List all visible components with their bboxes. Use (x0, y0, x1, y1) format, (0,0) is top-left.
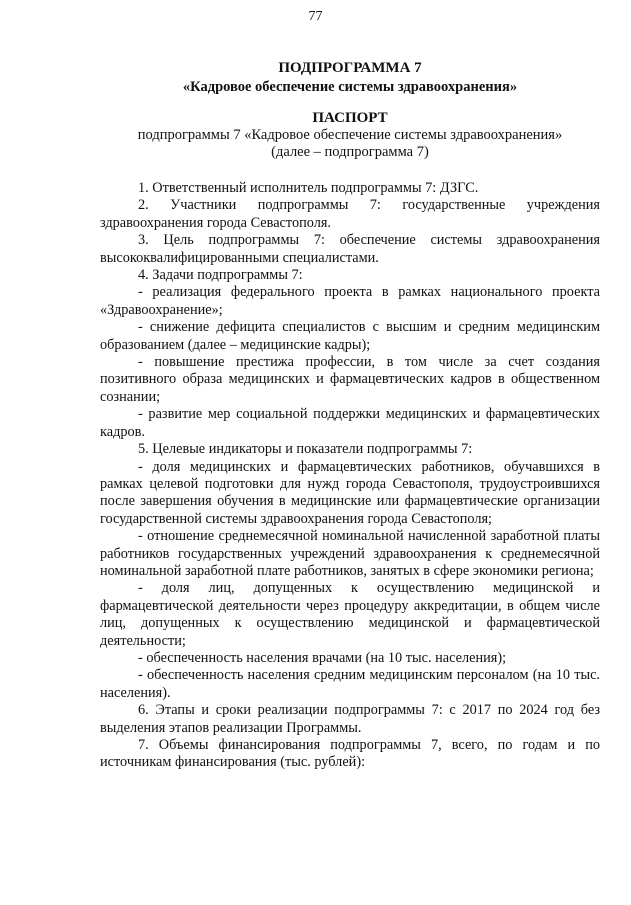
indicator-bullet-3: - доля лиц, допущенных к осуществлению медицинской и фармацевтической деятельности через процедуру аккредитации, в общем числе лиц, допущенных к осуществлению медицинской и фармацевтической деятельности; (100, 580, 600, 649)
subprogram-heading (100, 60, 600, 96)
indicator-bullet-5: - обеспеченность населения средним медицинским персоналом (на 10 тыс. населения). (100, 667, 600, 701)
passport-heading (100, 110, 600, 161)
item-3-goal: 3. Цель подпрограммы 7: обеспечение системы здравоохранения высококвалифицированными специалистами. (100, 232, 600, 266)
item-1-responsible-executor: 1. Ответственный исполнитель подпрограммы 7: ДЗГС. (138, 180, 479, 196)
task-bullet-4: - развитие мер социальной поддержки медицинских и фармацевтических кадров. (100, 406, 600, 440)
item-2-participants: 2. Участники подпрограммы 7: государственные учреждения здравоохранения города Севастополя. (100, 197, 600, 231)
indicator-bullet-2: - отношение среднемесячной номинальной начисленной заработной платы работников государственных учреждений здравоохранения к среднемесячной номинальной заработной плате работников, занятых в сфере экономики региона; (100, 528, 600, 579)
item-7-financing: 7. Объемы финансирования подпрограммы 7, всего, по годам и по источникам финансирования (тыс. рублей): (100, 737, 600, 771)
item-6-stages-and-terms: 6. Этапы и сроки реализации подпрограммы 7: с 2017 по 2024 год без выделения этапов реализации Программы. (100, 702, 600, 736)
indicator-bullet-4: - обеспеченность населения врачами (на 10 тыс. населения); (138, 649, 507, 666)
item-4-tasks-heading: 4. Задачи подпрограммы 7: (138, 267, 303, 284)
passport-subtitle-line-1: подпрограммы 7 «Кадровое обеспечение системы здравоохранения» (137, 127, 563, 143)
page-number: 77 (308, 9, 323, 24)
indicator-bullet-1: - доля медицинских и фармацевтических работников, обучавшихся в рамках целевой подготовки для нужд города Севастополя, трудоустроившихся после завершения обучения в медицинские или фармацевтические организации государственной системы здравоохранения города Севастополя; (100, 458, 600, 527)
passport-body (100, 180, 600, 772)
task-bullet-2: - снижение дефицита специалистов с высшим и средним медицинским образованием (далее – медицинские кадры); (100, 319, 600, 353)
passport-title: ПАСПОРТ (312, 110, 388, 126)
passport-subtitle-line-2: (далее – подпрограмма 7) (271, 144, 429, 160)
subprogram-title: ПОДПРОГРАММА 7 (278, 60, 422, 76)
task-bullet-1: - реализация федерального проекта в рамках национального проекта «Здравоохранение»; (100, 284, 600, 318)
item-5-indicators-heading: 5. Целевые индикаторы и показатели подпрограммы 7: (138, 441, 473, 458)
subprogram-subtitle: «Кадровое обеспечение системы здравоохранения» (182, 79, 518, 95)
task-bullet-3: - повышение престижа профессии, в том числе за счет создания позитивного образа медицинских и фармацевтических кадров в общественном сознании; (100, 354, 600, 405)
